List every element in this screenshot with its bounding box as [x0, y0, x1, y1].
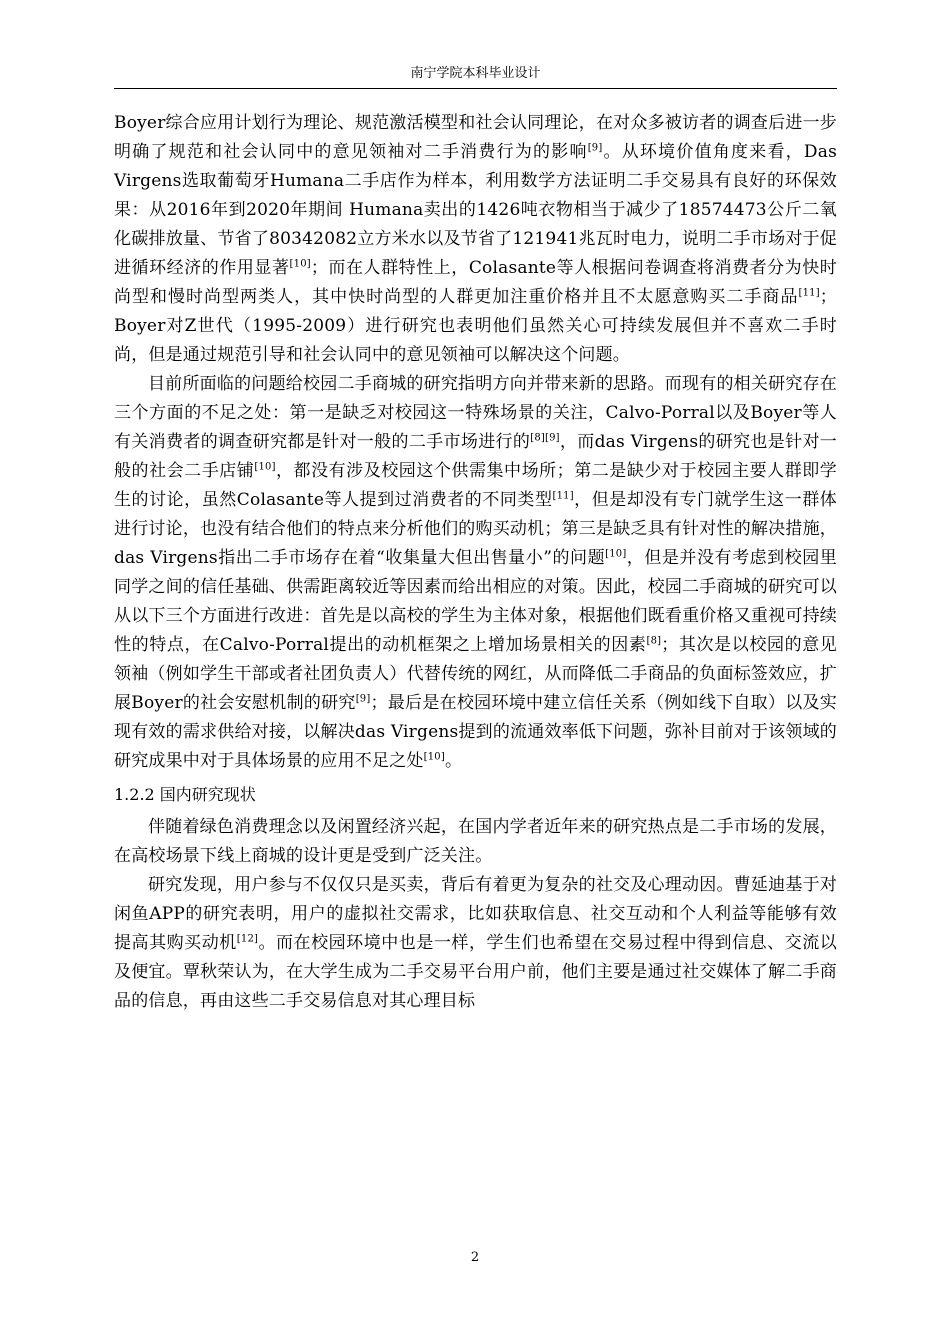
text-run: ，但是并没有考虑到校园里同学之间的信任基础、供需距离较近等因素而给出相应的对策。因此，校园二手商城的研究可以从以下三个方面进行改进：首先是以高校的学生为主体对象，根据他们既看重价格又重视可持续性的特点，在Calvo-Porral提出的动机框架之上增加场景相关的因素 — [114, 548, 837, 655]
text-run: ；Boyer对Z世代（1995-2009）进行研究也表明他们虽然关心可持续发展但并不喜欢二手时尚，但是通过规范引导和社会认同中的意见领袖可以解决这个问题。 — [114, 287, 837, 365]
section-heading: 1.2.2 国内研究现状 — [114, 785, 256, 804]
text-run: 伴随着绿色消费理念以及闲置经济兴起，在国内学者近年来的研究热点是二手市场的发展，在高校场景下线上商城的设计更是受到广泛关注。 — [114, 817, 837, 866]
citation-ref: [11] — [798, 287, 820, 299]
citation-ref: [8][9] — [530, 432, 560, 444]
citation-ref: [8] — [646, 635, 662, 647]
text-run: 。 — [444, 751, 463, 771]
page-number: 2 — [470, 1250, 480, 1265]
text-run: Boyer综合应用计划行为理论、规范激活模型和社会认同理论，在对众多被访者的调查后进一步明确了规范和社会认同中的意见领袖对二手消费行为的影响 — [114, 113, 837, 162]
citation-ref: [9] — [355, 693, 371, 705]
citation-ref: [10] — [423, 751, 445, 763]
text-run: ，而das Virgens的研究也是针对一般的社会二手店铺 — [114, 432, 837, 481]
text-run: 研究发现，用户参与不仅仅只是买卖，背后有着更为复杂的社交及心理动因。曹延迪基于对闲鱼APP的研究表明，用户的虚拟社交需求，比如获取信息、社交互动和个人利益等能够有效提高其购买动机 — [114, 875, 837, 953]
paragraph-2 — [114, 370, 837, 776]
paragraph-4 — [114, 871, 837, 1016]
text-run: ，但是却没有专门就学生这一群体进行讨论，也没有结合他们的特点来分析他们的购买动机；第三是缺乏具有针对性的解决措施，das Virgens指出二手市场存在着“收集量大但出售量小”的问题 — [114, 490, 837, 568]
paragraph-3 — [114, 813, 837, 871]
text-run: ；其次是以校园的意见领袖（例如学生干部或者社团负责人）代替传统的网红，从而降低二手商品的负面标签效应，扩展Boyer的社会安慰机制的研究 — [114, 635, 838, 713]
text-run: ；而在人群特性上，Colasante等人根据问卷调查将消费者分为快时尚型和慢时尚型两类人，其中快时尚型的人群更加注重价格并且不太愿意购买二手商品 — [114, 258, 837, 307]
text-run: ；最后是在校园环境中建立信任关系（例如线下自取）以及实现有效的需求供给对接，以解决das Virgens提到的流通效率低下问题，弥补目前对于该领域的研究成果中对于具体场景的应用不足之处 — [114, 693, 837, 771]
page-header — [114, 66, 837, 89]
header-title: 南宁学院本科毕业设计 — [410, 66, 541, 81]
text-run: 目前所面临的问题给校园二手商城的研究指明方向并带来新的思路。而现有的相关研究存在三个方面的不足之处：第一是缺乏对校园这一特殊场景的关注，Calvo-Porral以及Boyer等人有关消费者的调查研究都是针对一般的二手市场进行的 — [114, 374, 837, 452]
text-run: 。从环境价值角度来看，Das Virgens选取葡萄牙Humana二手店作为样本，利用数学方法证明二手交易具有良好的环保效果：从2016年到2020年期间 Humana卖出的1426吨衣物相当于减少了18574473公斤二氧化碳排放量、节省了80342082立方米水以及节省了121941兆瓦时电力，说明二手市场对于促进循环经济的作用显著 — [114, 142, 837, 278]
citation-ref: [9] — [587, 142, 603, 154]
citation-ref: [11] — [552, 490, 574, 502]
text-run: 。而在校园环境中也是一样，学生们也希望在交易过程中得到信息、交流以及便宜。覃秋荣认为，在大学生成为二手交易平台用户前，他们主要是通过社交媒体了解二手商品的信息，再由这些二手交易信息对其心理目标 — [114, 933, 837, 1011]
document-body — [114, 109, 837, 1016]
citation-ref: [10] — [289, 258, 311, 270]
citation-ref: [10] — [605, 548, 627, 560]
text-run: ，都没有涉及校园这个供需集中场所；第二是缺少对于校园主要人群即学生的讨论，虽然Colasante等人提到过消费者的不同类型 — [114, 461, 837, 510]
citation-ref: [12] — [236, 933, 259, 945]
paragraph-1 — [114, 109, 837, 370]
citation-ref: [10] — [254, 461, 276, 473]
